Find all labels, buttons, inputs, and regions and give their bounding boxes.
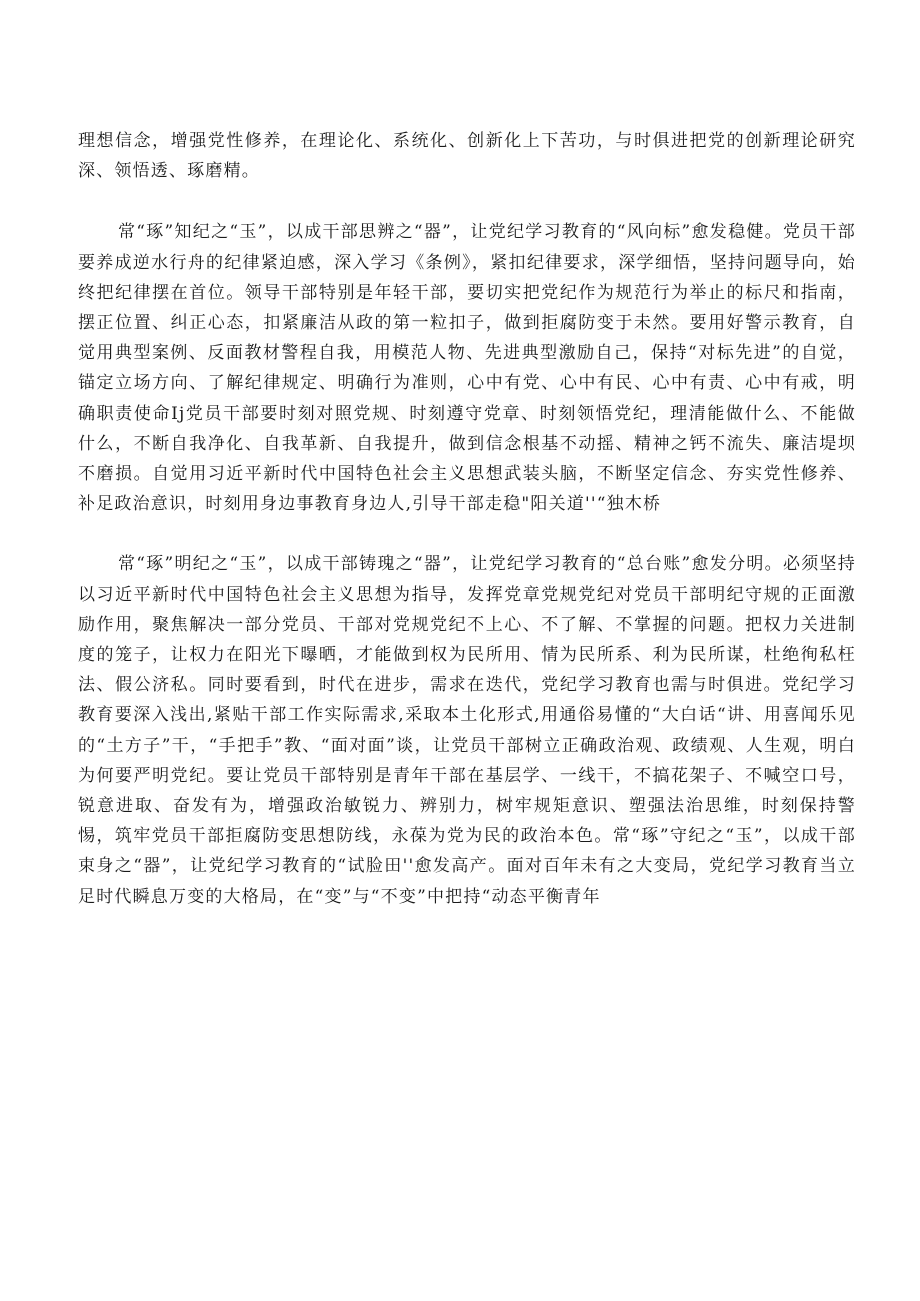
paragraph-1: 理想信念，增强党性修养，在理论化、系统化、创新化上下苦功，与时俱进把党的创新理论研究深、领悟透、琢磨精。 — [78, 131, 856, 182]
document-page — [78, 126, 856, 912]
paragraph-3: 常“琢”明纪之“玉”，以成干部铸瑰之“器”，让党纪学习教育的“总台账”愈发分明。必须坚持以习近平新时代中国特色社会主义思想为指导，发挥党章党规党纪对党员干部明纪守规的正面激励作用，聚焦解决一部分党员、干部对党规党纪不上心、不了解、不掌握的问题。把权力关进制度的笼子，让权力在阳光下曝晒，才能做到权为民所用、情为民所系、利为民所谋，杜绝徇私枉法、假公济私。同时要看到，时代在进步，需求在迭代，党纪学习教育也需与时俱进。党纪学习教育要深入浅出,紧贴干部工作实际需求,采取本土化形式,用通俗易懂的“大白话“讲、用喜闻乐见的“土方子”干，“手把手”教、“面对面”谈，让党员干部树立正确政治观、政绩观、人生观，明白为何要严明党纪。要让党员干部特别是青年干部在基层学、一线干，不搞花架子、不喊空口号，锐意进取、奋发有为，增强政治敏锐力、辨别力，树牢规矩意识、塑强法治思维，时刻保持警惕，筑牢党员干部拒腐防变思想防线，永葆为党为民的政治本色。常“琢”守纪之“玉”，以成干部束身之“器”，让党纪学习教育的“试脸田''愈发高产。面对百年未有之大变局，党纪学习教育当立足时代瞬息万变的大格局，在“变”与“不变”中把持“动态平衡青年 — [78, 554, 856, 907]
paragraph-2: 常“琢”知纪之“玉”，以成干部思辨之“器”，让党纪学习教育的“风向标”愈发稳健。党员干部要养成逆水行舟的纪律紧迫感，深入学习《条例》，紧扣纪律要求，深学细悟，坚持问题导向，始终把纪律摆在首位。领导干部特别是年轻干部，要切实把党纪作为规范行为举止的标尺和指南，摆正位置、纠正心态，扣紧廉洁从政的第一粒扣子，做到拒腐防变于未然。要用好警示教育，自觉用典型案例、反面教材警程自我，用模范人物、先进典型激励自己，保持“对标先进”的自觉，锚定立场方向、了解纪律规定、明确行为准则，心中有党、心中有民、心中有责、心中有戒，明确职责使命Ij党员干部要时刻对照党规、时刻遵守党章、时刻领悟党纪，理清能做什么、不能做什么，不断自我净化、自我革新、自我提升，做到信念根基不动摇、精神之钙不流失、廉洁堤坝不磨损。自觉用习近平新时代中国特色社会主义思想武装头脑，不断坚定信念、夯实党性修养、补足政治意识，时刻用身边事教育身边人,引导干部走稳"阳关道''“独木桥 — [78, 222, 856, 515]
